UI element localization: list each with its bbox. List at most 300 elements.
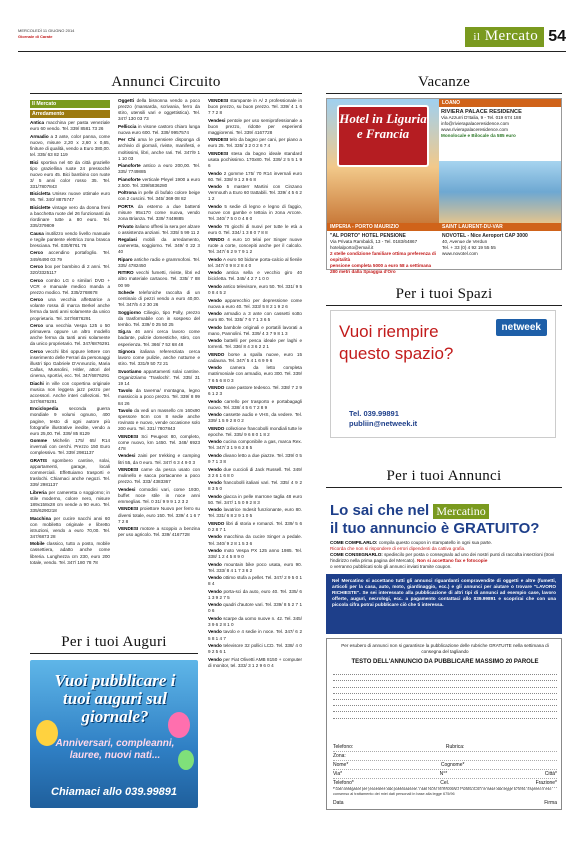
classified-keyword: VENDO: [208, 520, 225, 526]
classified-text: Ciliegio, tipo Polly, prezzo da trasformabile con in sospeso del tembo. Tel. 339/ 0 25 50 25: [118, 309, 200, 327]
field-citta[interactable]: Città*: [544, 771, 557, 777]
classified-text: antico televisore, euro 50. Tel. 331/ 9 5 0 8 4 5 2: [208, 283, 302, 296]
classified-text: per cameretta o soggiorno; in stile moderno, colore nero, misure 189x158x28 cm vende a 90 euro. Tel. 335/6290218: [30, 489, 110, 514]
classified-text: mobili da arredamento, cameretta, soggiorno. Tel. 349/ 0 22 3 40: [118, 237, 200, 255]
al-porto-info: "AL PORTO" HOTEL PENSIONE Via Privata Rambaldi, 13 - Tel. 0183/64867 hotelalporto@email.it 2 stelle condizione familiare ottima preferenza di ospitalità pensione completa 5000 a euro 58 a settimana 280 metri dalla Spiaggia d'Oro: [330, 233, 438, 275]
classified-keyword: Schede: [118, 290, 135, 296]
classified-item: [208, 184, 302, 202]
classified-item: [118, 506, 200, 524]
classified-text: a 3 ante, color panna, come nuovo, misure 2,20 x 2,60 x 0,65, finiture di qualità, vendo a Euro 380,00. tel. 335/ 63 82 119: [30, 133, 110, 158]
field-numero[interactable]: N°*: [439, 771, 448, 777]
classified-keyword: Vendo: [208, 324, 222, 330]
classified-item: [208, 224, 302, 236]
field-firma[interactable]: Firma: [544, 800, 557, 806]
classified-text: proiettore Nuovo per ferro su diversi totale, euro 150. Tel. 339/ 4 1 6 7 7 2 8: [118, 506, 200, 524]
classified-item: [30, 160, 110, 190]
auguri-subline: Anniversari, compleanni, lauree, nuovi nati...: [55, 738, 175, 761]
classified-keyword: VENDO: [208, 425, 225, 431]
classified-text: vecchi libri oppure lettere con inserimento delle Ferrari da personaggi illustri tipo Gabriele D'Annunzio, Maria Callas, Mussolini, Hitler, attori del cinema, sportivi, ecc. Tel. 347/6876291: [30, 348, 110, 379]
classified-text: 5 masterr Martini con Cinzano Vermouth a Euro 60 trattabili. Tel. 339/ 4 5 6 2 1 2: [208, 184, 302, 202]
section-title-vacanze: Vacanze: [326, 74, 562, 94]
classified-keyword: PORTA: [118, 203, 134, 209]
classified-item: [208, 118, 302, 136]
classified-keyword: Vendo: [208, 412, 222, 418]
classified-keyword: Vendesi: [118, 486, 136, 492]
classified-text: bambole originali e portatili lavorati a mano, Pannolini. Tel. 339/ 4 3 7 9 8 1 3: [208, 324, 302, 336]
classified-text: Unisex nuove ottimale euro 95. Tel. 340/ 8875747: [30, 191, 110, 203]
classified-keyword: Poltrona: [118, 190, 137, 196]
classified-item: [118, 177, 200, 189]
coupon-notice: Nel Mercatino si accettano tutti gli annunci riguardanti compravendite di oggetti e altre (fumetti, articoli per la casa, auto, moto, giardinaggio, ecc.) e gli annunci per aiutare o trovare "LAVORO RICHIESTE". Se sei interessato alla pubblicazione di altri tipi di annunci ad esempio case, lavoro offerte, auguri, necrologi, ecc. a pagamento contattaci allo 039.99891 e scoprirai che con una piccola cifra potrai pubblicare ciò che ti interessa.: [326, 574, 562, 634]
classified-keyword: Bicicletta: [30, 191, 51, 197]
classified-keyword: Vendo: [208, 534, 222, 540]
classified-item: [208, 385, 302, 397]
coupon-form: Per esubero di annunci non si garantisce la pubblicazione delle rubriche GRATUITE nella settimana di consegna del tagliando TESTO DELL'ANNUNCIO DA PUBBLICARE MASSIMO 20 PAROLE Telefono: Rubrica: Zona: Nome* Cognome* Via* N°* Città* Telefono* Cel. Frazione* * Dati obbligatori per procedere alla pubblicazione. I dati NON VERRANNO PUBBLICATI in base alla legge 675/96. Esprimo il mio consenso al trattamento dei miei dati personali in base alla legge 675/96 Data Firma: [326, 638, 562, 810]
classified-keyword: Riparo: [118, 256, 133, 262]
classified-text: sgombero cantine, solai, appartamenti, garage, locali commerciali. Effettuiamo trasporti e traslochi. Chiamaci anche negozi. Tel. 339/ 2981137: [30, 457, 110, 488]
classified-text: sportiva nel 60 da città grazielle tipo graziellina ruote 24 pressoché nuovo euro 45. Bici bambino con ruote 3/ 5 anni color rosso 35. Tel. 331/7807843: [30, 159, 110, 189]
classified-keyword: VENDO: [208, 385, 225, 391]
classified-keyword: Bici: [30, 159, 39, 165]
classified-keyword: VENDESI: [208, 98, 229, 103]
classified-text: in ville con copertina originale musica non leggera jazz pezzo per accessori. Anche interi collezioni. Tel. 347/6876291: [30, 380, 110, 404]
classified-text: macchina per pasta veneziale euro 60 vendo. Tel. 339/ 8581 73 26: [30, 120, 110, 132]
classified-keyword: Tavolo: [118, 408, 133, 414]
classified-keyword: Vendo: [208, 629, 222, 635]
classified-text: della bisnonna vendo a poco prezzo (mansarda, scrivania, ferro da stiro, utensili vari e oggettistica). Tel. 347/ 130 03 73: [118, 98, 200, 122]
mercatino-logo: Mercatino: [433, 504, 488, 519]
hotel-badge: Hotel in Liguria e Francia: [337, 105, 429, 167]
classified-text: comodini vari, come 1930, buffet noce stile in noce anni emmeglias. Tel. 0 31/ 9 9 9 1 2 3 2: [118, 486, 200, 504]
classified-text: macchina da cucire Singer a pedale. Tel. 340/ 9 2 8 1 5 3 6: [208, 534, 302, 546]
classified-text: giacca in pelle marrone taglia 48 euro 50. Tel. 347/ 1 5 0 9 2 8 3: [208, 493, 302, 505]
classified-text: quadri d'autore vari. Tel. 339/ 8 5 2 7 1 0 6: [208, 602, 302, 614]
classified-item: [208, 521, 302, 533]
issue-date: MERCOLEDÌ 11 GIUGNO 2014: [18, 28, 75, 33]
classified-text: Sci Peugeot 80, completo, come nuovo, km 1450. Tel. 348/ 6923 478: [118, 433, 200, 451]
classified-item: [208, 204, 302, 222]
classified-item: [118, 434, 200, 452]
classified-text: inutilizzo vendo livello manuale e tegile pantente elettrica zona brasca bresciana. Tel. 030/8761 76: [30, 230, 110, 248]
classified-item: [118, 290, 200, 308]
classified-text: telefoniche raccolta di un centinaio di pezzi vendo a euro 40,00. Tel. 347/5 4 2 30 26: [118, 290, 200, 308]
classified-text: combo LG o similari DVD + VCR e manuale medico manda a prezzo modico. Tel. 335/2768678: [30, 277, 110, 295]
classified-item: [30, 120, 110, 132]
classified-keyword: VENDESI: [208, 137, 229, 143]
classified-text: italiano offresi la sera per alzare o assistenza anziani. Tel. 335/ 5 99 11 2: [118, 223, 200, 235]
classified-item: [208, 137, 302, 149]
classified-text: moto Vespa PX 125 anno 1985. Tel. 338/ 1 2 4 5 8 9 0: [208, 548, 302, 560]
classified-item: [118, 388, 200, 406]
classified-keyword: Vendo: [208, 203, 222, 209]
classified-text: una vecchia affettatrice a volante rossa di marca Berkel anche ferma da tanti anni solamente da unico proprietario. Tel. 347/6876291: [30, 297, 110, 321]
classified-text: cucina componibile a gas, marca Rex. Tel. 347/ 3 1 9 6 2 8 5: [208, 439, 302, 451]
classified-keyword: Cerco: [30, 297, 44, 303]
novotel-info: NOVOTEL - Nice Aeroport CAP 3000 40, Avenue de Verdun Tel. + 33 (0) 4 92 19 55 55 www.novotel.com: [442, 233, 560, 257]
classified-item: [30, 458, 110, 488]
coupon-rules: COME COMPILARLO: compila questo coupon in stampatello in ogni sua parte. Ricorda che non si rispondere di errori dipendenti da cattiva grafia. COME CONSEGNARLO: spediscilo per posta o consegnalo ad uno dei nostri punti di raccolta inserzioni (trovi l'indirizzo nella prima pagina del Mercato). Non si accettano fax e fotocopie o verranno pubblicati solo gli annunci inviati tramite coupon.: [330, 540, 555, 569]
novotel-web-link[interactable]: www.novotel.com: [442, 251, 478, 256]
classified-item: [208, 562, 302, 574]
classified-keyword: Antica: [30, 120, 45, 126]
classified-item: [208, 338, 302, 350]
classified-text: 5 sedie di legno e legno di faggio, nuove con gambe e tettoia in zona Arcore. Tel. 340/ 7 5 0 0 4 8 0: [208, 203, 302, 222]
classified-keyword: Vendo: [208, 602, 222, 608]
classified-keyword: Tavolo: [118, 388, 133, 394]
classified-keyword: VENDESI: [208, 150, 229, 156]
classified-keyword: VENDESI: [118, 506, 139, 512]
classified-item: [208, 507, 302, 519]
classified-text: zaini per trekking e camping litri 55, da 0 euro. Tel. 347/ 6 3 4 9 0 3: [118, 453, 200, 465]
signature-row: [333, 800, 557, 806]
classified-item: [118, 270, 200, 288]
classified-keyword: RITIRO: [118, 270, 134, 276]
classified-text: 4 euro 10 telai per Singer nuove ruote a corte, concepiti anche per il calcolo. Tel. 347/ 6 2 9 7 9 1 2: [208, 237, 302, 255]
spazi-ad[interactable]: [330, 310, 556, 438]
classified-keyword: Vendo: [208, 256, 222, 262]
classified-item: [30, 323, 110, 347]
classifieds-column-3: [208, 98, 302, 814]
classified-text: ottimo stufa a pellet. Tel. 347/ 2 9 5 0 1 8 4: [208, 575, 302, 587]
classified-text: apparecchio per depressione come nuova a euro 40. Tel. 333/ 5 8 2 1 9 2 6: [208, 297, 302, 309]
classified-keyword: Libreria: [30, 489, 47, 495]
classified-item: [208, 284, 302, 296]
classified-text: antiche radio e grammofoni. Tel. 335/ 4782450: [118, 256, 200, 268]
section-title-auguri: Per i tuoi Auguri: [30, 634, 198, 654]
classified-keyword: Vendo: [208, 466, 222, 472]
classified-text: accendino portafoglio. Tel. 349/6490 03 79: [30, 250, 110, 262]
classified-text: stampante in A/ 2 professionale in buon prezzo, su buon prezzo. Tel. 339/ 4 1 6 7 7 2 8: [208, 98, 302, 116]
classified-text: 2 gomme 175/ 70 R14 invernali euro 60. Tel. 338/ 9 1 2 9 6 8: [208, 170, 302, 182]
classified-item: [208, 643, 302, 655]
spazi-email-link[interactable]: publiin@netweek.it: [349, 419, 418, 428]
classified-text: da esterno a due battenti misure 95x170 come nuova, vendo zona Brianza. Tel. 339/ 7449885: [118, 203, 200, 222]
classified-item: [208, 426, 302, 438]
classified-keyword: Vendesi: [208, 117, 226, 123]
classified-keyword: Vendo: [208, 439, 222, 445]
classified-keyword: Vendo: [208, 615, 222, 621]
classified-text: scarpe da uomo nuove n. 42. Tel. 345/ 3 9 6 2 8 1 0: [208, 615, 302, 627]
classified-item: [208, 270, 302, 282]
classified-keyword: Vendo: [208, 270, 222, 276]
classified-text: camera da letto completa matrimoniale con armadio, euro 300. Tel. 339/ 7 6 5 6 8 0 3: [208, 365, 302, 383]
classified-text: pentole per uso semiprofessionale a buon prezzo, ridotte per esperienti maggiorenni. Tel. 339/ 4167728: [208, 117, 302, 135]
classified-item: [118, 163, 200, 175]
classified-keyword: VENDO: [208, 351, 225, 357]
classified-text: due cuccioli di Jack Russell. Tel. 349/ 3 2 6 1 6 8 0: [208, 466, 302, 478]
classified-text: 76 giochi di nuovi per tutte le età a euro 0. Tel. 334/ 1 3 8 0 7 8 8: [208, 223, 302, 235]
classified-text: tavolo e 4 sedie in noce. Tel. 347/ 6 2 5 8 1 4 7: [208, 629, 302, 641]
classified-text: lavatrice Indesit funzionante, euro 80. Tel. 331/ 6 8 2 9 1 0 5: [208, 507, 302, 519]
field-cognome[interactable]: Cognome*: [440, 762, 465, 768]
classified-text: verticale Pleyel 1900 a euro 2.500. Tel. 339/5836280: [118, 176, 200, 188]
field-data[interactable]: Data: [333, 800, 344, 806]
classified-text: libri di storia e romanzi. Tel. 339/ 5 6 0 2 8 7 1: [208, 520, 302, 532]
classified-keyword: VENDO: [208, 237, 225, 243]
classified-item: [118, 257, 200, 269]
classified-item: [118, 224, 200, 236]
classified-keyword: GRATIS: [30, 457, 48, 463]
privacy-note: * Dati obbligatori per procedere alla pubblicazione. I dati NON VERRANNO PUBBLICATI in base alla legge 675/96. Esprimo il mio consenso al trattamento dei miei dati personali in base alla legge 675/96: [333, 787, 552, 796]
auguri-headline: Vuoi pubblicare i tuoi auguri sul giornale?: [54, 671, 176, 726]
classified-text: antica sella e vecchio giro 40 bicicletta. Tel. 345/ 4 2 7 1 0 0: [208, 270, 302, 282]
classified-item: [30, 191, 110, 203]
classified-item: [208, 534, 302, 546]
section-title-annunci: Per i tuoi Annunci: [326, 468, 562, 488]
classified-text: italiana referenziata cerca lavoro come pulizie, anche notturne e stiro. Tel. 331/9 50 72 21: [118, 349, 200, 367]
classified-text: per Fiat Olivetti AMB 8150 + computer di monitor, tel. 333/ 3 1 2 9 6 0 4: [208, 656, 302, 668]
classified-keyword: Armadio: [30, 133, 49, 139]
field-cel[interactable]: Cel.: [440, 780, 450, 786]
classified-item: [118, 453, 200, 465]
classified-keyword: Vendo: [208, 452, 222, 458]
classified-keyword: Pelliccia: [118, 123, 137, 129]
classified-item: [118, 408, 200, 432]
classified-keyword: Vendo: [208, 338, 222, 344]
classified-text: francobolli italiani vari. Tel. 335/ 4 9 2 8 3 5 0: [208, 480, 302, 492]
imperia-bar: IMPERIA - PORTO MAURIZIO: [327, 223, 439, 231]
classified-keyword: Vendo: [208, 170, 222, 176]
field-zona[interactable]: Zona:: [333, 753, 346, 759]
field-rubrica[interactable]: Rubrica:: [445, 744, 465, 750]
classified-keyword: VENDESI: [118, 467, 139, 473]
page-header: [18, 26, 566, 52]
classified-text: ama le pensiere disponga di archivio di giornali, riviste, manifesti, e moltissimi, libri, anche rari. Tel. 347/9 1 1 10 03: [118, 137, 200, 161]
field-nome[interactable]: Nome*: [333, 762, 349, 768]
classified-keyword: Vendo: [208, 365, 222, 371]
classified-keyword: Pianoforte: [118, 176, 141, 182]
classified-item: [208, 352, 302, 364]
al-porto-email-link[interactable]: hotelalporto@email.it: [330, 245, 374, 250]
classified-item: [30, 490, 110, 514]
classified-text: antico a euro 200,00. Tel. 335/ 7749885: [118, 163, 200, 175]
classified-keyword: Vendo: [208, 311, 222, 317]
rpr-email-link[interactable]: info@rivierapalaceresidence.com: [441, 121, 509, 126]
classified-keyword: Vendesi: [118, 453, 136, 459]
classified-item: [208, 439, 302, 451]
classified-keyword: Cerco: [30, 277, 44, 283]
classified-item: [30, 541, 110, 565]
classified-text: A euro 50 bidone porta-calcio al fienile tel. 347/ 0 9 8 2 8 4 0: [208, 256, 302, 268]
classified-item: [118, 349, 200, 367]
classified-keyword: Vendo: [208, 561, 222, 567]
category-arredamento: Arredamento: [30, 110, 110, 118]
section-title-spazi: Per i tuoi Spazi: [326, 286, 562, 306]
classified-keyword: Vendo: [208, 507, 222, 513]
classified-text: vintage vero da donna freni a bacchetta ruote del 26 funzionanti da riordinare tutte a 80 euro. Tel. 335/379809: [30, 204, 110, 229]
classified-item: [30, 264, 110, 276]
classifieds-column-1: [30, 98, 110, 628]
classifieds-column-2: [118, 98, 200, 628]
classified-item: [118, 329, 200, 347]
classified-item: [208, 365, 302, 383]
classified-keyword: Svuotiamo: [118, 368, 142, 374]
ad-text-lines[interactable]: [333, 669, 557, 719]
classified-keyword: Cerco: [30, 250, 44, 256]
classified-item: [118, 369, 200, 387]
sea-photo: [439, 161, 561, 223]
classified-item: [208, 548, 302, 560]
classified-text: appartamenti solai cantine. Organizziamo 'Traslochi'. Tel. 335/ 31 19 14: [118, 368, 200, 386]
classified-item: [208, 171, 302, 183]
classified-keyword: Regalasi: [118, 237, 137, 243]
header-left: [18, 28, 74, 40]
classified-text: una vecchia Vespa 125 o 50 primavera oppure un altro modello anche ferma da tanti anni solamente da unico proprietario. Tel. 347/6876291: [30, 323, 110, 347]
classified-item: [208, 453, 302, 465]
riviera-palace-info: RIVIERA PALACE RESIDENCE Via Azzurri D'Italia, 9 - Tel. 019 674 188 info@rivierapalaceresidence.com www.rivierapalaceresidence.com Monolocale e Bilocale da 585 euro: [441, 109, 561, 139]
netweek-logo: netweek: [496, 319, 547, 336]
classified-keyword: Diachi: [30, 380, 44, 386]
field-telefono-2[interactable]: Telefono*: [333, 780, 354, 786]
field-via[interactable]: Via*: [333, 771, 343, 777]
classified-item: [118, 204, 200, 222]
classified-item: [30, 205, 110, 229]
classified-text: cane pastore tedesco. Tel. 338/ 7 2 9 6 1 2 3: [208, 385, 302, 397]
auguri-ad[interactable]: [30, 660, 198, 808]
classified-text: televisore 32 pollici LCD. Tel. 338/ 4 0 9 2 5 6 1: [208, 643, 302, 655]
classified-keyword: Vendo: [208, 297, 222, 303]
classified-keyword: Sig.ra: [118, 329, 131, 335]
classified-item: [208, 412, 302, 424]
classified-item: [208, 257, 302, 269]
loano-bar: LOANO: [439, 99, 561, 107]
coupon-headline: Lo sai che nel Mercatino il tuo annuncio è GRATUITO?: [330, 502, 540, 537]
classified-text: seconda guerra mondiale 9 volumi ognuno, 400 pagine, testo di ogni autore più fotografie illustrative inedite, vendo a euro 25,00. Tel. 339/ 85 8129: [30, 406, 110, 436]
classified-text: divano letto a due piazze. Tel. 339/ 0 5 9 7 1 3 8: [208, 452, 302, 465]
classified-keyword: Cerco: [30, 263, 44, 269]
classified-item: [118, 237, 200, 255]
classified-text: mountain bike poco usata, euro 90. Tel. 333/ 8 4 1 7 3 6 2: [208, 561, 302, 573]
classified-item: [30, 278, 110, 296]
classified-item: [208, 98, 302, 116]
classified-text: in pelle di bufalo colore beige con 2 cuscini. Tel. 345/ 369 08 82: [118, 190, 200, 202]
classified-keyword: Vendo: [208, 223, 222, 229]
field-telefono[interactable]: Telefono:: [333, 744, 354, 750]
classified-text: Michelin 175/ 65/ R14 invernali con cerchi. Prezzo 150 Euro complessivo. Tel. 339/ 2981137: [30, 438, 110, 456]
classified-item: [30, 406, 110, 436]
classified-item: [208, 480, 302, 492]
brand-logo: il Mercato: [465, 27, 544, 47]
classified-item: [118, 526, 200, 538]
classified-item: [208, 494, 302, 506]
classified-keyword: Vendo: [208, 480, 222, 486]
classified-item: [208, 629, 302, 641]
rpr-web-link[interactable]: www.rivierapalaceresidence.com: [441, 127, 508, 132]
classified-text: stesa da bagno ideale standard usata pochissimo. 170x80. Tel. 339/ 2 5 5 1 9 6: [208, 150, 302, 169]
classified-keyword: Enciclopedia: [30, 406, 59, 412]
field-frazione[interactable]: Frazione*: [535, 780, 557, 786]
classified-keyword: Vendo: [208, 643, 222, 649]
classified-keyword: Biciclette: [30, 204, 51, 210]
classified-text: classico, tutto a posto, mobile cassettiera, adatto anche come libreria. Lunghezza cm 230, euro 200 totale, vendo. Tel. 347/ 180 78 78: [30, 541, 110, 565]
classified-keyword: Vendo: [208, 184, 222, 190]
classified-text: da taverna/ montagna, legno massiccio a poco prezzo. Tel. 339/ 8 99 84 26: [118, 388, 200, 406]
classified-keyword: Vendo: [208, 398, 222, 404]
classified-text: porta-sci da auto, euro 40. Tel. 335/ 6 1 3 9 2 7 5: [208, 588, 302, 600]
classified-item: [208, 325, 302, 337]
classified-item: [208, 589, 302, 601]
classified-item: [208, 575, 302, 587]
header-brand: [465, 26, 566, 48]
classified-item: [208, 237, 302, 255]
classified-item: [118, 98, 200, 122]
classified-text: cassette audio e VHS, da vedere. Tel. 339/ 1 5 9 2 8 0 2: [208, 412, 302, 424]
classified-item: [118, 190, 200, 202]
classified-item: [30, 516, 110, 540]
spazi-headline: Vuoi riempire questo spazio?: [339, 322, 454, 363]
classified-item: [30, 231, 110, 249]
classified-keyword: Vendo: [208, 575, 222, 581]
classified-keyword: VENDESI: [118, 526, 139, 532]
publication-name: Giornale di Carate: [18, 34, 53, 39]
classified-keyword: Pianoforte: [118, 163, 141, 169]
category-mercato: Il Mercato: [30, 100, 110, 108]
classified-item: [118, 467, 200, 485]
classified-keyword: Vendo: [208, 283, 222, 289]
classified-text: borse a spalla nuove, euro 15 cadauna. Tel. 347/ 5 4 1 6 9 9 6: [208, 351, 302, 363]
classified-keyword: Signora: [118, 349, 136, 355]
classified-item: [208, 399, 302, 411]
classified-keyword: Vendo: [208, 656, 222, 662]
section-title-annunci-circuito: Annunci Circuito: [30, 74, 302, 94]
classified-keyword: Vendo: [208, 493, 222, 499]
classified-item: [208, 616, 302, 628]
classified-item: [118, 137, 200, 161]
classified-item: [118, 487, 200, 505]
free-ad-coupon: [326, 494, 562, 812]
page-number: 54: [548, 28, 566, 45]
classified-item: [30, 297, 110, 321]
classified-item: [30, 349, 110, 379]
classified-text: armadio a 3 ante con cassetti sotto euro 80. Tel. 335/ 7 6 7 1 3 6 5: [208, 311, 302, 323]
classified-item: [208, 467, 302, 479]
classified-keyword: Vendo: [208, 548, 222, 553]
classified-text: vecchi fumetti, riviste, libri ed altro materiale cartaceo. Tel. 335/ 7 88 00 99: [118, 270, 200, 288]
classified-item: [208, 298, 302, 310]
classified-item: [30, 134, 110, 158]
classified-text: telo da bagno per cani, per piano a euro 25. Tel. 335/ 3 2 0 2 6 7 4: [208, 137, 302, 149]
classified-item: [118, 124, 200, 136]
classified-text: battelli per pesca ideale per laghi e torrenti. Tel. 336/ 8 4 3 6 2 2 1: [208, 338, 302, 350]
classified-text: per cucire nacchi anni 60 con mobiletto originale e libretto istruzioni, vendo a euro 70,00. Tel. 347/6873 28: [30, 515, 110, 539]
classified-item: [208, 311, 302, 323]
classified-keyword: VENDESI: [118, 433, 139, 439]
saint-laurent-bar: SAINT LAURENT-DU-VAR: [439, 223, 561, 231]
classified-keyword: Causa: [30, 230, 44, 236]
classified-keyword: Macchina: [30, 515, 51, 521]
classified-text: box per bambino di 2 anni. Tel. 320/3325117: [30, 263, 110, 276]
classified-keyword: Cerco: [30, 348, 44, 354]
spazi-contact: Tel. 039.99891 publiin@netweek.it: [349, 409, 418, 428]
classified-keyword: Cerco: [30, 323, 44, 328]
classified-text: carne da pesca usato con mulinello e sacca portacanne a poco prezzo. Tel. 333/ 4383367: [118, 467, 200, 485]
classified-item: [208, 151, 302, 169]
classified-keyword: Soggiorno: [118, 309, 141, 315]
classified-keyword: Oggetti: [118, 98, 135, 103]
classified-keyword: Per Chi: [118, 137, 136, 143]
classified-keyword: Privato: [118, 223, 134, 229]
classified-item: [30, 250, 110, 262]
classified-item: [208, 657, 302, 669]
classified-keyword: Vendo: [208, 588, 222, 594]
classified-keyword: Gomme: [30, 438, 48, 444]
auguri-phone: Chiamaci allo 039.99891: [51, 786, 177, 798]
classified-text: in visone castoro chiaro lunga nuova euro 600. Tel. 339/ 9957574: [118, 123, 200, 135]
classified-text: da vedi un massello cm 160x90 spessore 5cm con 8 sedie anche rovinato e nuovo, vende occasione solo 200 euro. Tel. 331/ 7807843: [118, 408, 200, 432]
classified-item: [118, 310, 200, 328]
classified-item: [30, 438, 110, 456]
classified-text: collezione francobolli mondiali tutte le epoche. Tel. 335/ 9 6 8 0 1 8 2: [208, 425, 302, 437]
